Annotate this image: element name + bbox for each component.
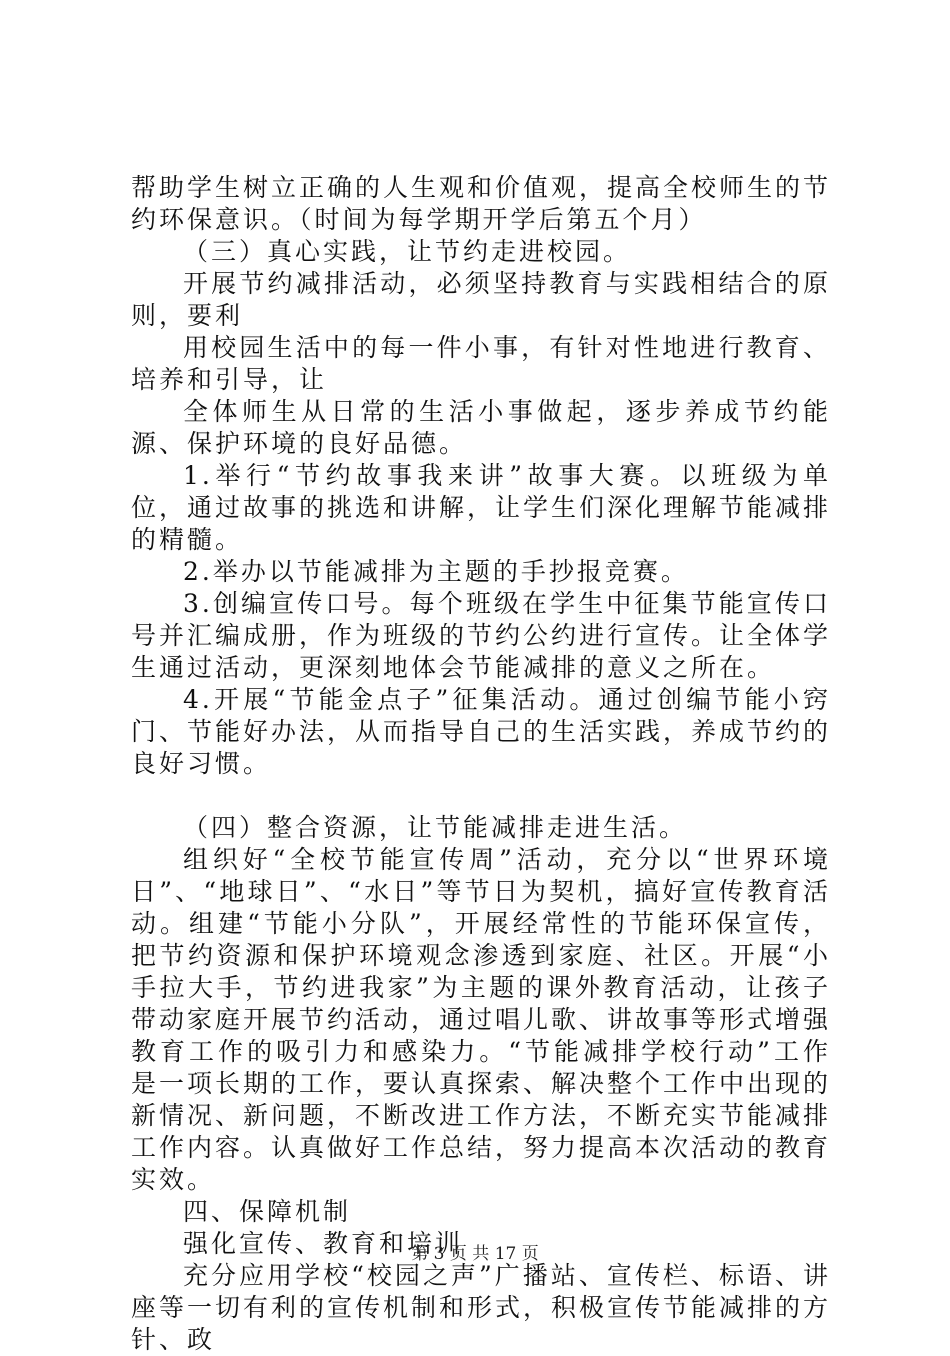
subheading-training: 强化宣传、教育和培训	[183, 1229, 464, 1258]
paragraph-1: 帮助学生树立正确的人生观和价值观，提高全校师生的节约环保意识。（时间为每学期开学后第五个月）	[131, 173, 832, 234]
paragraph-spacer	[131, 780, 831, 812]
paragraph-3: 用校园生活中的每一件小事，有针对性地进行教育、培养和引导，让	[131, 333, 831, 394]
page-number-footer: 第 3 页 共 17 页	[411, 1244, 539, 1264]
section-heading-4: （四）整合资源，让节能减排走进生活。	[183, 813, 688, 842]
paragraph-5: 组织好“全校节能宣传周”活动，充分以“世界环境日”、“地球日”、“水日”等节日为契机，搞好宣传教育活动。组建“节能小分队”，开展经常性的节能环保宣传，把节约资源和保护环境观念渗透到家庭、社区。开展“小手拉大手，节约进我家”为主题的课外教育活动，让孩子带动家庭开展节约活动，通过唱儿歌、讲故事等形式增强教育工作的吸引力和感染力。“节能减排学校行动”工作是一项长期的工作，要认真探索、解决整个工作中出现的新情况、新问题，不断改进工作方法，不断充实节能减排工作内容。认真做好工作总结，努力提高本次活动的教育实效。	[131, 845, 832, 1194]
paragraph-4: 全体师生从日常的生活小事做起，逐步养成节约能源、保护环境的良好品德。	[131, 397, 831, 458]
paragraph-6: 充分应用学校“校园之声”广播站、宣传栏、标语、讲座等一切有利的宣传机制和形式，积极宣传节能减排的方针、政	[131, 1261, 832, 1354]
document-body	[131, 172, 831, 1356]
list-item-4: 4.开展“节能金点子”征集活动。通过创编节能小窍门、节能好办法，从而指导自己的生活实践，养成节约的良好习惯。	[131, 685, 832, 778]
section-heading-3: （三）真心实践，让节约走进校园。	[183, 237, 632, 266]
list-item-1: 1.举行“节约故事我来讲”故事大赛。以班级为单位，通过故事的挑选和讲解，让学生们深化理解节能减排的精髓。	[131, 461, 832, 554]
list-item-3: 3.创编宣传口号。每个班级在学生中征集节能宣传口号并汇编成册，作为班级的节约公约进行宣传。让全体学生通过活动，更深刻地体会节能减排的意义之所在。	[131, 589, 832, 682]
list-item-2: 2.举办以节能减排为主题的手抄报竞赛。	[183, 557, 689, 586]
paragraph-2: 开展节约减排活动，必须坚持教育与实践相结合的原则，要利	[131, 269, 831, 330]
section-heading-mechanism: 四、保障机制	[183, 1197, 352, 1226]
